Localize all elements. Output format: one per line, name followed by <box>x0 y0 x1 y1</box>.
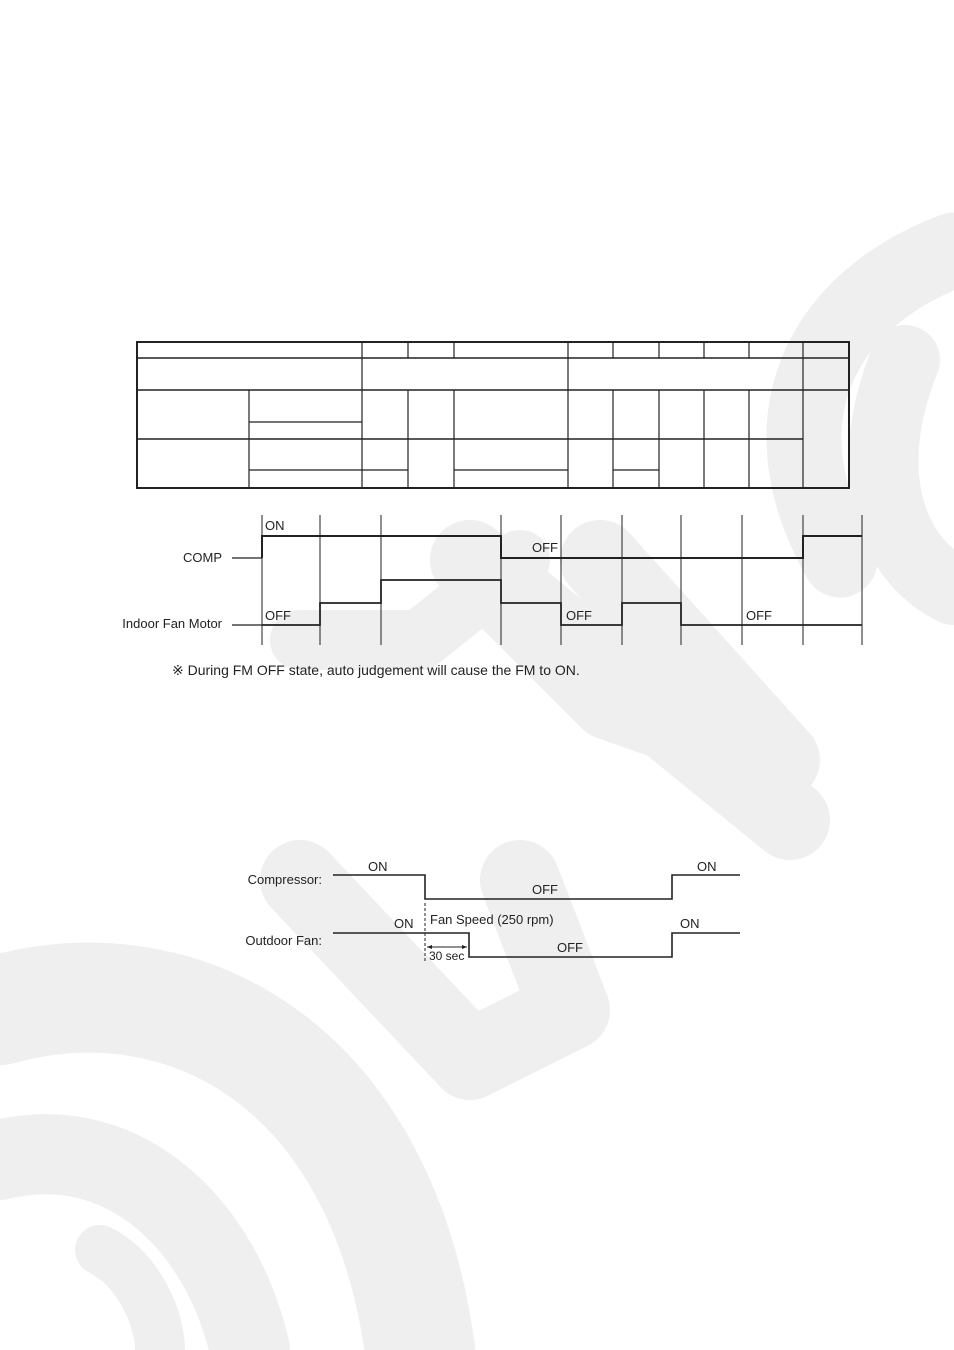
outdoor-fan-off: OFF <box>557 940 583 955</box>
outdoor-fan-waveform <box>333 933 740 957</box>
timing-grid-table <box>0 0 954 520</box>
comp-fan-timing-diagram <box>0 500 954 680</box>
outdoor-fan-on-left: ON <box>394 916 414 931</box>
fan-delay-label: 30 sec <box>429 949 465 963</box>
table-lines <box>137 342 849 488</box>
comp-off-label: OFF <box>532 540 558 555</box>
fan-off-label-1: OFF <box>265 608 291 623</box>
comp-on-label: ON <box>265 518 285 533</box>
comp-waveform <box>262 536 862 558</box>
compressor-on-left: ON <box>368 859 388 874</box>
fan-waveform <box>262 580 862 625</box>
fan-off-label-3: OFF <box>746 608 772 623</box>
outdoor-fan-on-right: ON <box>680 916 700 931</box>
fm-auto-judgement-note: ※ During FM OFF state, auto judgement will cause the FM to ON. <box>172 662 580 678</box>
fan-speed-note: Fan Speed (250 rpm) <box>430 912 554 927</box>
compressor-on-right: ON <box>697 859 717 874</box>
outdoor-fan-timing-diagram <box>0 840 954 990</box>
fan-label: Indoor Fan Motor <box>122 616 222 631</box>
comp-label: COMP <box>183 550 222 565</box>
compressor-label: Compressor: <box>247 872 322 887</box>
fan-off-label-2: OFF <box>566 608 592 623</box>
outdoor-fan-label: Outdoor Fan: <box>245 933 322 948</box>
compressor-off: OFF <box>532 882 558 897</box>
